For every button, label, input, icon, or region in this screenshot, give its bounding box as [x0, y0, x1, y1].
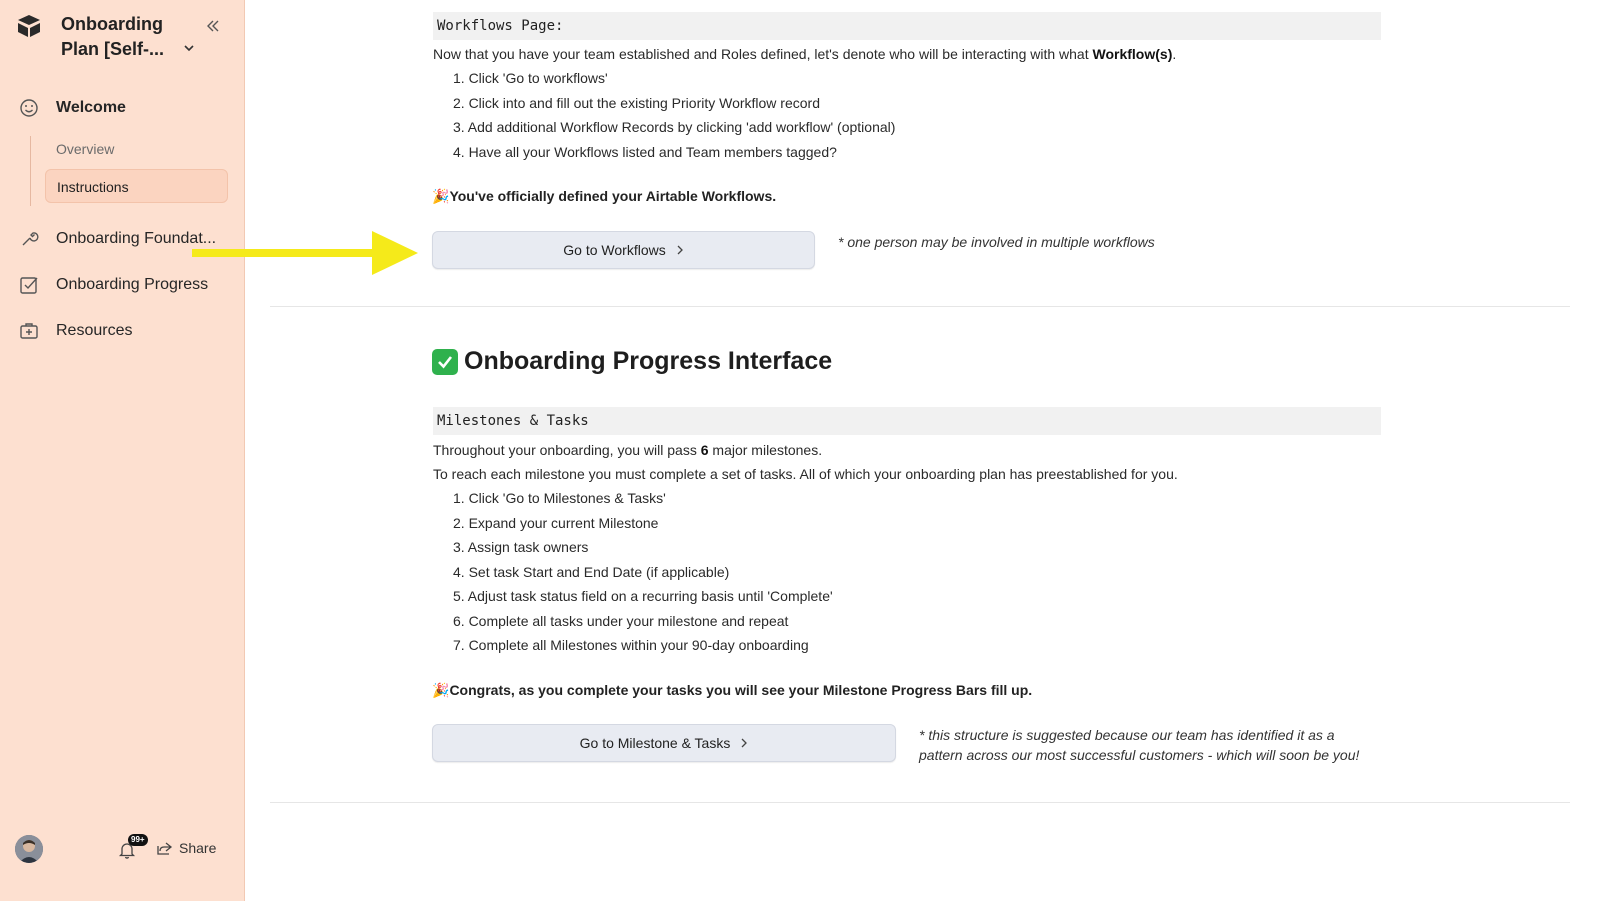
note-line: pattern across our most successful customers - which will soon be you! [919, 747, 1360, 763]
notification-badge: 99+ [128, 834, 148, 846]
progress-heading-text: Onboarding Progress Interface [464, 347, 833, 375]
button-label: Go to Milestone & Tasks [579, 735, 731, 751]
sub-item-instructions[interactable]: Instructions [45, 169, 228, 203]
nav-label-welcome: Welcome [56, 99, 126, 116]
intro-bold: Workflow(s) [1092, 46, 1173, 62]
nav-label-resources: Resources [56, 322, 133, 339]
intro-bold: 6 [700, 442, 709, 458]
main-content [245, 0, 1600, 901]
progress-step: 7. Complete all Milestones within your 90-day onboarding [453, 637, 809, 653]
intro-text: Now that you have your team established and Roles defined, let's denote who will be interacting with what [433, 46, 1093, 62]
workflows-intro [433, 46, 1176, 62]
intro-end: major milestones. [708, 442, 823, 458]
milestones-code-header: Milestones & Tasks [433, 407, 1381, 435]
collapse-sidebar-icon[interactable] [205, 18, 221, 34]
progress-note [919, 725, 1359, 765]
party-popper-icon: 🎉 [432, 188, 450, 204]
progress-congrats [432, 682, 1032, 699]
share-button[interactable] [157, 840, 216, 856]
check-mark-icon [432, 349, 458, 375]
progress-step: 6. Complete all tasks under your milestone and repeat [453, 613, 789, 629]
checkbox-icon [18, 274, 40, 296]
intro-end: . [1172, 46, 1177, 62]
progress-step: 2. Expand your current Milestone [453, 515, 659, 531]
chevron-right-icon [676, 245, 684, 255]
workflow-step: 2. Click into and fill out the existing Priority Workflow record [453, 95, 820, 111]
progress-step: 4. Set task Start and End Date (if applicable) [453, 564, 730, 580]
nav-label-onboarding-foundations: Onboarding Foundat... [56, 230, 217, 247]
nav-item-onboarding-foundations[interactable] [18, 227, 217, 251]
progress-step: 3. Assign task owners [453, 539, 589, 555]
section-divider [270, 306, 1570, 307]
app-title[interactable]: Onboarding Plan [Self-... [61, 14, 165, 59]
button-label: Go to Workflows [563, 242, 666, 258]
share-icon [157, 841, 173, 855]
go-to-milestone-tasks-button[interactable] [432, 724, 896, 762]
go-to-workflows-button[interactable] [432, 231, 815, 269]
sub-item-overview[interactable]: Overview [56, 141, 115, 157]
nav-item-onboarding-progress[interactable] [18, 273, 209, 297]
workflow-step: 4. Have all your Workflows listed and Team members tagged? [453, 144, 837, 160]
progress-intro-2: To reach each milestone you must complete a set of tasks. All of which your onboarding plan has preestablished for you. [433, 466, 1178, 482]
congrats-text: You've officially defined your Airtable Workflows. [449, 188, 777, 204]
sub-nav-line [30, 136, 31, 206]
first-aid-kit-icon [18, 320, 40, 342]
workflows-note: * one person may be involved in multiple workflows [838, 234, 1155, 250]
workflows-code-header: Workflows Page: [433, 12, 1381, 40]
chevron-right-icon [740, 738, 748, 748]
party-popper-icon: 🎉 [432, 682, 450, 698]
workflow-step: 1. Click 'Go to workflows' [453, 70, 608, 86]
nav-item-welcome[interactable] [18, 96, 126, 120]
nav-item-resources[interactable] [18, 319, 133, 343]
progress-intro-1 [433, 442, 822, 458]
wrench-icon [18, 228, 40, 250]
sidebar [0, 0, 245, 901]
app-logo-icon[interactable] [16, 14, 42, 38]
section-divider [270, 802, 1570, 803]
smiley-icon [18, 97, 40, 119]
progress-step: 1. Click 'Go to Milestones & Tasks' [453, 490, 666, 506]
workflow-step: 3. Add additional Workflow Records by clicking 'add workflow' (optional) [453, 119, 896, 135]
share-label: Share [179, 840, 217, 856]
progress-heading [432, 347, 832, 376]
yellow-arrow-annotation [192, 228, 418, 278]
intro-text: Throughout your onboarding, you will pass [433, 442, 701, 458]
user-avatar[interactable] [15, 835, 43, 863]
congrats-text: Congrats, as you complete your tasks you will see your Milestone Progress Bars fill up. [449, 682, 1033, 698]
workflows-congrats [432, 188, 776, 205]
progress-step: 5. Adjust task status field on a recurring basis until 'Complete' [453, 588, 833, 604]
note-line: * this structure is suggested because our team has identified it as a [919, 727, 1335, 743]
chevron-down-icon[interactable] [183, 43, 195, 53]
nav-label-onboarding-progress: Onboarding Progress [56, 276, 209, 293]
avatar-icon [15, 835, 43, 863]
